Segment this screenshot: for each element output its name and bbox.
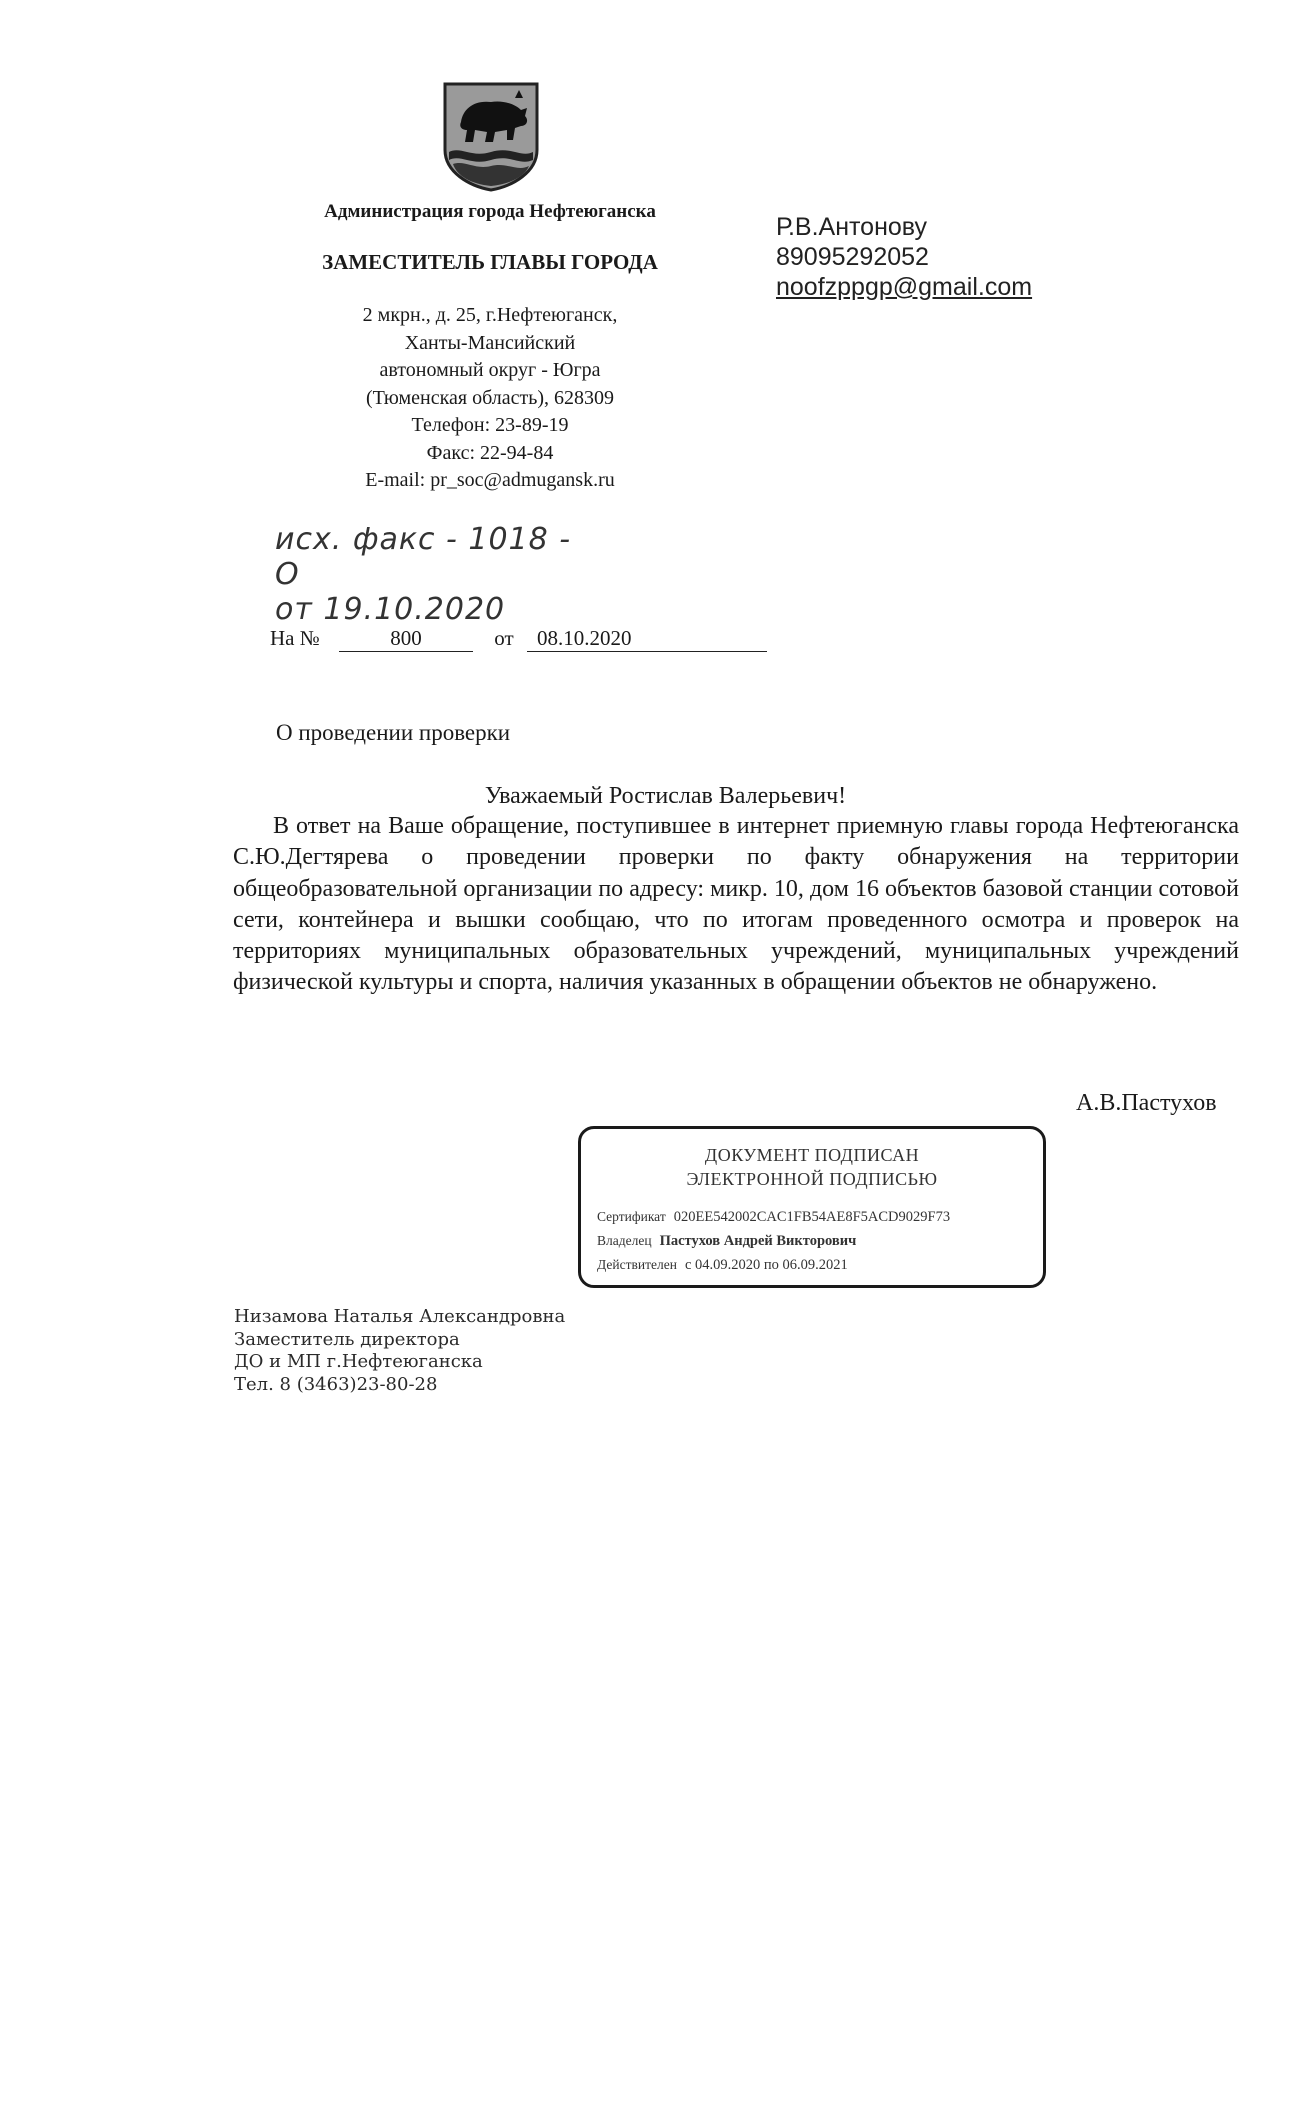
bear-emblem-icon [441,80,541,192]
reference-date: 08.10.2020 [527,626,767,652]
organization-name: Администрация города Нефтеюганска [324,201,656,222]
reference-no-label: На № [270,626,320,650]
reference-from-label: от [494,626,514,650]
executor-block [234,1306,565,1396]
esign-title-line-1: ДОКУМЕНТ ПОДПИСАН [704,1145,920,1165]
executor-position: Заместитель директора [234,1328,460,1350]
reference-line [270,626,767,652]
recipient-name: Р.В.Антонову [776,213,928,241]
recipient-block [776,212,1032,302]
esign-title-line-2: ЭЛЕКТРОННОЙ ПОДПИСЬЮ [686,1169,938,1189]
esign-owner-label: Владелец [597,1233,652,1248]
recipient-phone: 89095292052 [776,243,929,271]
address-line: автономный округ - Югра [379,359,601,381]
fax-line: Факс: 22-94-84 [426,441,554,464]
letter-greeting: Уважаемый Ростислав Валерьевич! [484,783,847,809]
recipient-email: noofzppgp@gmail.com [776,273,1033,301]
esign-certificate-row [597,1209,950,1226]
email-line: E-mail: pr_soc@admugansk.ru [365,469,615,491]
handwritten-line-2: от 19.10.2020 [275,592,506,627]
handwritten-registration-note [275,522,605,627]
reference-number: 800 [339,626,473,652]
organization-address [300,302,680,495]
esign-certificate-label: Сертификат [597,1209,666,1224]
letter-subject: О проведении проверки [276,720,511,745]
organization-title: ЗАМЕСТИТЕЛЬ ГЛАВЫ ГОРОДА [322,250,658,274]
executor-name: Низамова Наталья Александровна [234,1306,566,1327]
address-line: 2 мкрн., д. 25, г.Нефтеюганск, [362,304,618,326]
esign-validity-row [597,1257,848,1274]
esign-validity-label: Действителен [597,1257,677,1272]
signatory-name: А.В.Пастухов [1076,1090,1217,1116]
electronic-signature-stamp [578,1126,1046,1288]
esign-owner-row [597,1233,856,1250]
city-emblem [441,80,541,192]
esign-owner-value: Пастухов Андрей Викторович [659,1233,857,1249]
address-line: (Тюменская область), 628309 [365,386,615,409]
executor-phone: Тел. 8 (3463)23-80-28 [234,1373,438,1395]
phone-line: Телефон: 23-89-19 [411,414,569,436]
executor-department: ДО и МП г.Нефтеюганска [234,1351,483,1372]
esign-validity-value: с 04.09.2020 по 06.09.2021 [684,1257,848,1273]
letter-body: В ответ на Ваше обращение, поступившее в интернет приемную главы города Нефтеюганска С.Ю.Дегтярева о проведении проверки по факту обнаружения на территории общеобразовательной организации по адресу: микр. 10, дом 16 объектов базовой станции сотовой сети, контейнера и вышки сообщаю, что по итогам проведенного осмотра и проверок на территориях муниципальных образовательных учреждений, муниципальных учреждений физической культуры и спорта, наличия указанных в обращении объектов не обнаружено. [233,813,1239,996]
address-line: Ханты-Мансийский [404,331,576,354]
handwritten-line-1: исх. факс - 1018 - О [275,522,572,592]
esign-certificate-value: 020EE542002CAC1FB54AE8F5ACD9029F73 [673,1209,951,1225]
